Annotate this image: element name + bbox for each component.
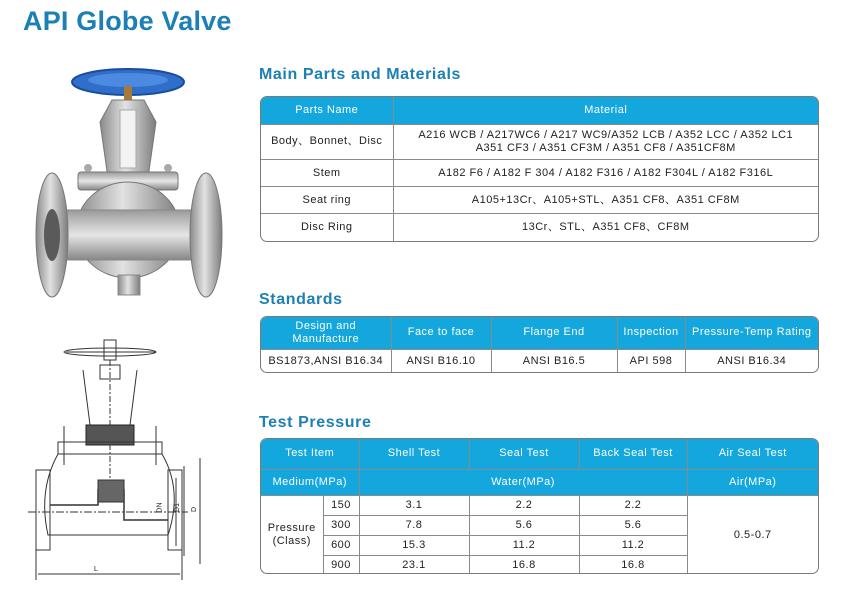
materials-header-material: Material xyxy=(393,97,818,124)
materials-part: Body、Bonnet、Disc xyxy=(261,124,393,159)
valve-section-drawing xyxy=(28,330,250,590)
test-header: Shell Test xyxy=(359,439,469,469)
standards-value: ANSI B16.10 xyxy=(391,349,491,373)
standards-header: Inspection xyxy=(617,317,685,349)
dim-d-label: D xyxy=(191,506,199,513)
standards-value: ANSI B16.5 xyxy=(491,349,617,373)
pressure-class-label: Pressure (Class) xyxy=(261,495,323,574)
dim-d1-label: D1 xyxy=(173,503,181,512)
seal-test-value: 16.8 xyxy=(469,555,579,574)
water-label: Water(MPa) xyxy=(359,469,687,495)
shell-test-value: 3.1 xyxy=(359,495,469,515)
shell-test-value: 15.3 xyxy=(359,535,469,555)
class-value: 150 xyxy=(323,495,359,515)
materials-value-line: A351 CF3 / A351 CF3M / A351 CF8 / A351CF8M xyxy=(475,141,736,154)
materials-value: A105+13Cr、A105+STL、A351 CF8、A351 CF8M xyxy=(393,187,818,214)
materials-heading: Main Parts and Materials xyxy=(259,66,462,83)
dim-dn-label: DN xyxy=(156,502,164,513)
seal-test-value: 11.2 xyxy=(469,535,579,555)
materials-part: Disc Ring xyxy=(261,214,393,241)
standards-header: Face to face xyxy=(391,317,491,349)
standards-heading: Standards xyxy=(259,291,343,308)
test-pressure-heading: Test Pressure xyxy=(259,414,372,431)
standards-header: Flange End xyxy=(491,317,617,349)
back-seal-test-value: 16.8 xyxy=(579,555,687,574)
test-header: Air Seal Test xyxy=(687,439,818,469)
test-header: Test Item xyxy=(261,439,359,469)
shell-test-value: 23.1 xyxy=(359,555,469,574)
test-pressure-table xyxy=(260,438,819,574)
test-header: Seal Test xyxy=(469,439,579,469)
materials-part: Stem xyxy=(261,159,393,186)
seal-test-value: 5.6 xyxy=(469,515,579,535)
standards-table xyxy=(260,316,819,373)
back-seal-test-value: 2.2 xyxy=(579,495,687,515)
standards-header: Pressure-Temp Rating xyxy=(685,317,818,349)
materials-part: Seat ring xyxy=(261,187,393,214)
medium-label: Medium(MPa) xyxy=(261,469,359,495)
seal-test-value: 2.2 xyxy=(469,495,579,515)
class-value: 300 xyxy=(323,515,359,535)
materials-value-line: A216 WCB / A217WC6 / A217 WC9/A352 LCB / A352 LCC / A352 LC1 xyxy=(418,128,794,141)
standards-value: BS1873,ANSI B16.34 xyxy=(261,349,391,373)
air-label: Air(MPa) xyxy=(687,469,818,495)
valve-photo xyxy=(30,60,245,310)
standards-value: ANSI B16.34 xyxy=(685,349,818,373)
shell-test-value: 7.8 xyxy=(359,515,469,535)
materials-value xyxy=(393,124,818,159)
materials-value: 13Cr、STL、A351 CF8、CF8M xyxy=(393,214,818,241)
test-header: Back Seal Test xyxy=(579,439,687,469)
materials-value: A182 F6 / A182 F 304 / A182 F316 / A182 F304L / A182 F316L xyxy=(393,159,818,186)
class-value: 900 xyxy=(323,555,359,574)
standards-value: API 598 xyxy=(617,349,685,373)
back-seal-test-value: 11.2 xyxy=(579,535,687,555)
page-title: API Globe Valve xyxy=(23,6,232,36)
air-seal-test-value: 0.5-0.7 xyxy=(687,495,818,574)
standards-header: Design and Manufacture xyxy=(261,317,391,349)
back-seal-test-value: 5.6 xyxy=(579,515,687,535)
materials-header-parts: Parts Name xyxy=(261,97,393,124)
materials-table xyxy=(260,96,819,242)
dim-l-label: L xyxy=(94,566,98,573)
class-value: 600 xyxy=(323,535,359,555)
